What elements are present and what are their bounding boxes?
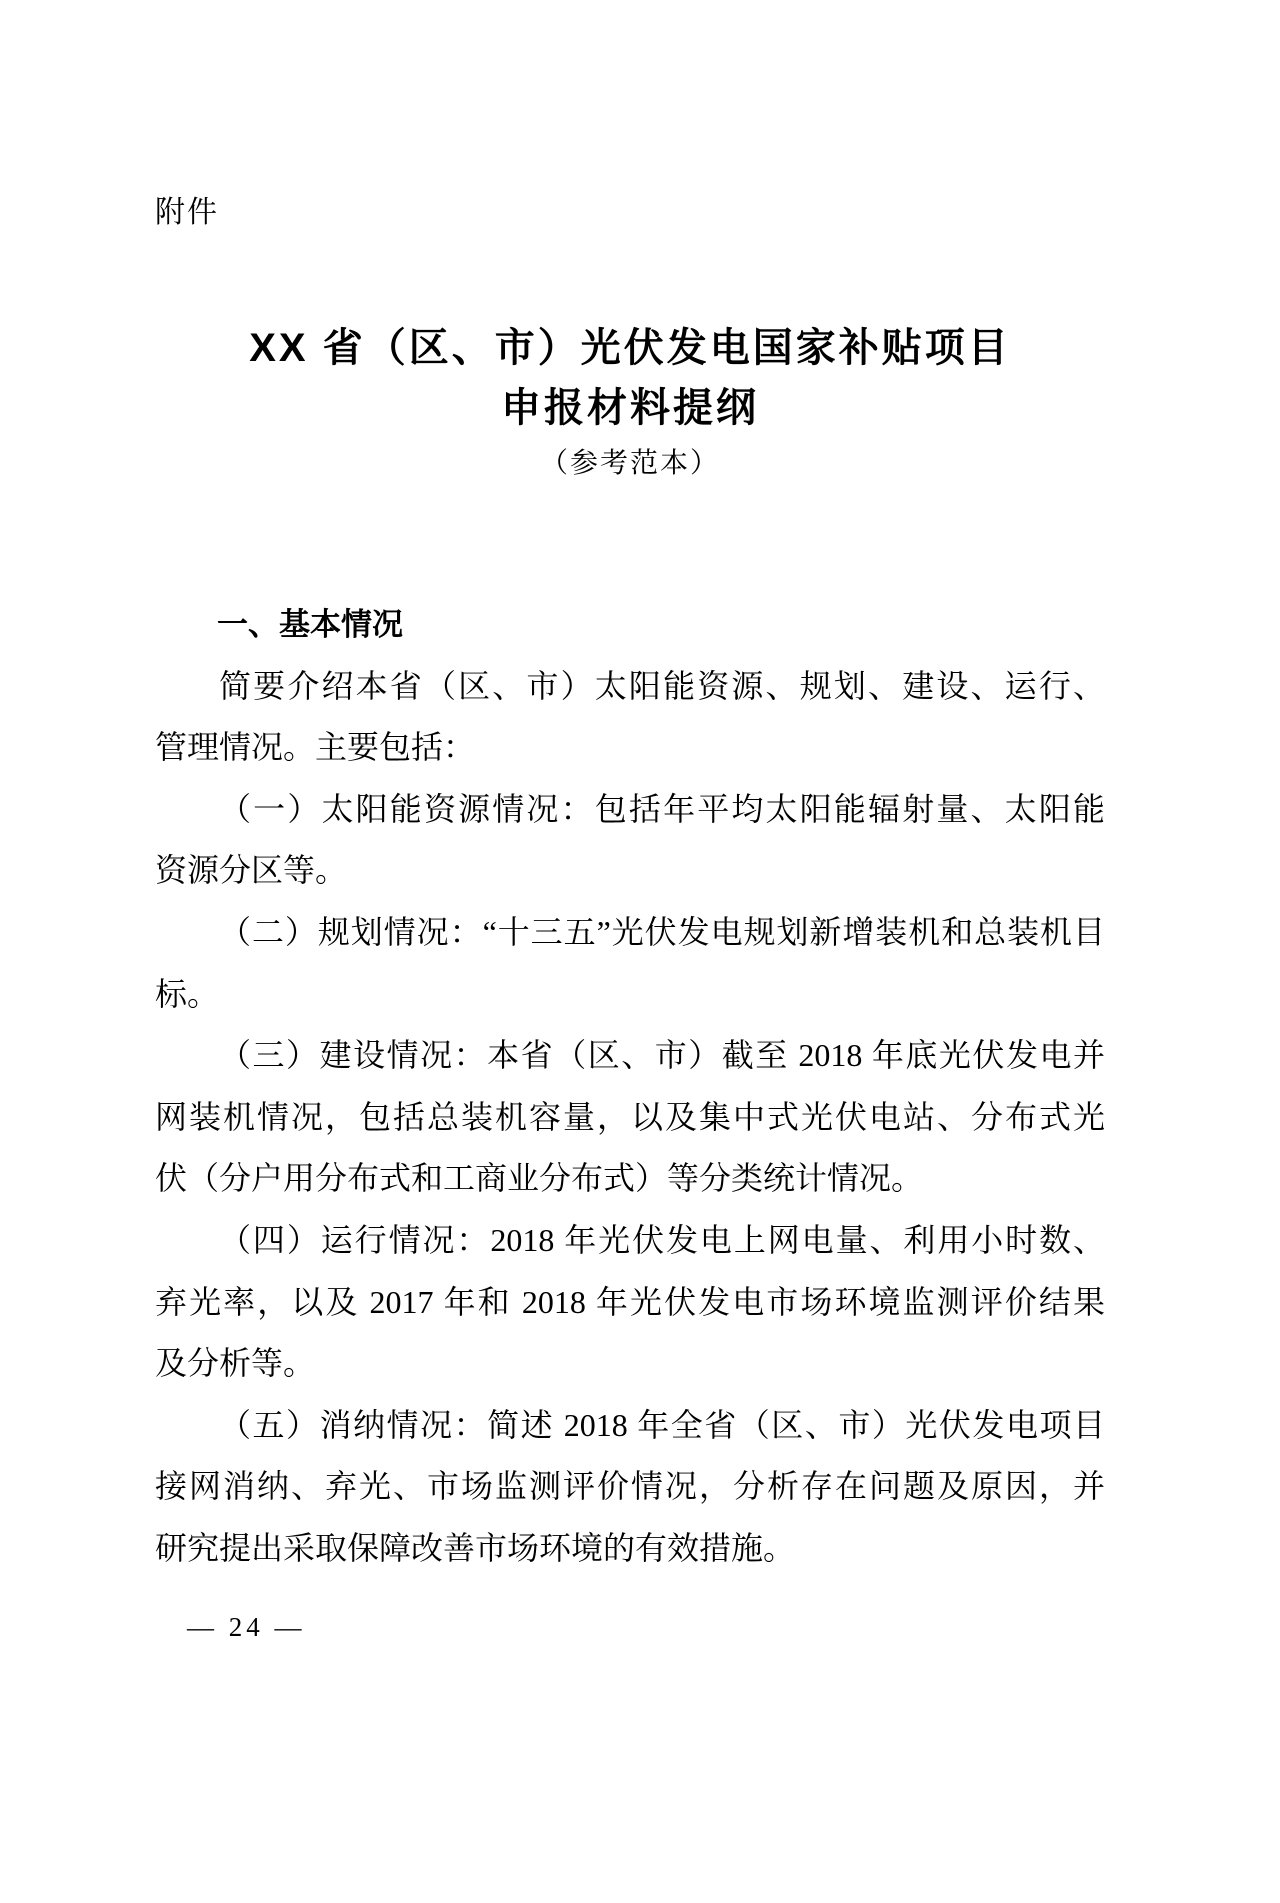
paragraph [155,656,1105,779]
document-title-line1: XX 省（区、市）光伏发电国家补贴项目 [249,326,1011,370]
paragraph-line: 管理情况。主要包括： [155,729,476,766]
paragraph [155,1395,1105,1580]
paragraph-line: （五）消纳情况：简述 2018 年全省（区、市）光伏发电项目 [219,1406,1105,1443]
paragraph-line: （四）运行情况：2018 年光伏发电上网电量、利用小时数、 [219,1221,1105,1258]
paragraph [155,1025,1105,1210]
paragraph-line: 接网消纳、弃光、市场监测评价情况，分析存在问题及原因，并 [155,1468,1105,1505]
paragraph-line: 研究提出采取保障改善市场环境的有效措施。 [155,1529,796,1566]
paragraph-line: 及分析等。 [155,1345,316,1382]
document-page [0,196,1280,1903]
document-title-line2: 申报材料提纲 [501,386,759,430]
paragraph-line: （三）建设情况：本省（区、市）截至 2018 年底光伏发电并 [219,1037,1105,1074]
paragraph-line: 资源分区等。 [155,852,348,889]
paragraph-line: 简要介绍本省（区、市）太阳能资源、规划、建设、运行、 [219,667,1105,704]
paragraph-line: 网装机情况，包括总装机容量，以及集中式光伏电站、分布式光 [155,1098,1105,1135]
section-heading: 一、基本情况 [217,607,403,642]
document-body [155,594,1105,1580]
paragraph [155,779,1105,902]
paragraph [155,902,1105,1025]
document-subtitle: （参考范本） [539,447,720,478]
paragraph-line: 弃光率，以及 2017 年和 2018 年光伏发电市场环境监测评价结果 [155,1283,1105,1320]
paragraph [155,1210,1105,1395]
paragraph-line: （二）规划情况：“十三五”光伏发电规划新增装机和总装机目 [219,913,1105,950]
document-title [155,318,1105,438]
paragraph-line: （一）太阳能资源情况：包括年平均太阳能辐射量、太阳能 [219,790,1105,827]
page-number: — 24 — [187,1611,306,1642]
attachment-label: 附件 [155,196,219,229]
paragraph-line: 标。 [155,975,220,1012]
paragraph-line: 伏（分户用分布式和工商业分布式）等分类统计情况。 [155,1160,924,1197]
